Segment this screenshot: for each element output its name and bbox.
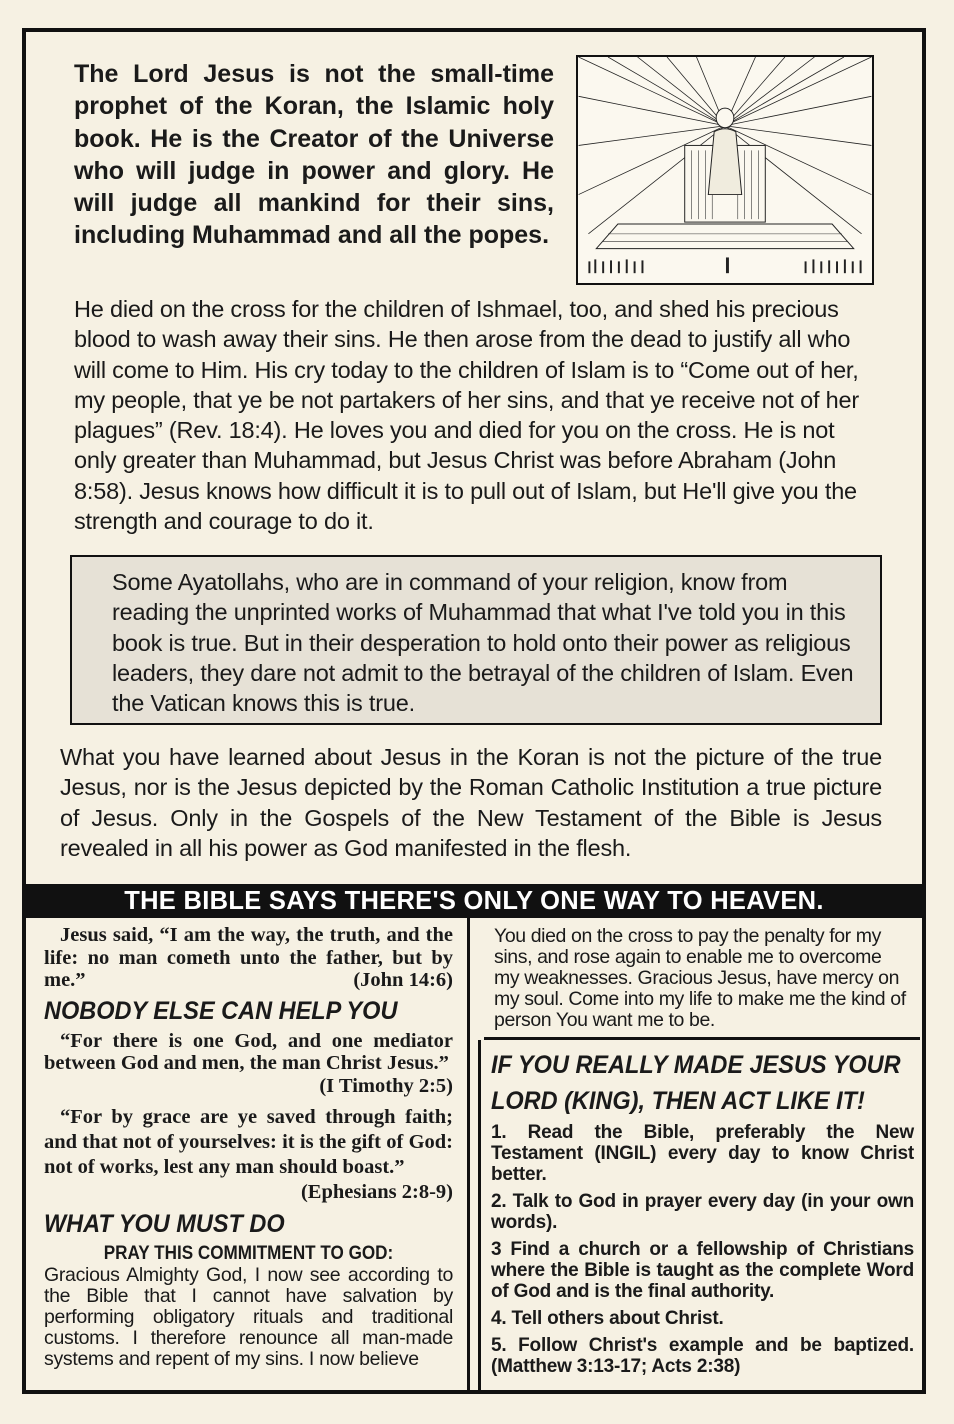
heading-what-you-must-do: WHAT YOU MUST DO — [44, 1210, 285, 1238]
verse2-text: “For there is one God, and one mediator between God and men, the man Christ Jesus.” — [44, 1029, 453, 1074]
step-item: 1. Read the Bible, preferably the New Testament (INGIL) every day to know Christ better. — [491, 1122, 914, 1185]
verse2-reference: (I Timothy 2:5) — [319, 1074, 453, 1097]
act-like-it-box — [478, 1040, 924, 1390]
act-heading-line1: IF YOU REALLY MADE JESUS YOUR — [491, 1051, 901, 1079]
body-paragraph: He died on the cross for the children of Ishmael, too, and shed his precious blood to wash away their sins. He then arose from the dead to justify all who will come to Him. His cry today to the children of Islam is to “Come out of her, my people, that ye be not partakers of her sins, and that ye receive not of her plagues” (Rev. 18:4). He loves you and died for you on the cross. He is not only greater than Muhammad, but Jesus Christ was before Abraham (John 8:58). Jesus knows how difficult it is to pull out of Islam, but He'll give you the strength and courage to do it. — [74, 296, 859, 535]
throne-illustration — [576, 55, 874, 285]
prayer-text: Gracious Almighty God, I now see according to the Bible that I cannot have salvation by performing obligatory rituals and traditional customs. I therefore renounce all man-made systems and repent of my sins. I now believe — [44, 1264, 453, 1370]
verse-ephesians-2-8 — [44, 1105, 453, 1205]
banner-heading: THE BIBLE SAYS THERE'S ONLY ONE WAY TO HEAVEN. — [26, 884, 922, 918]
verse3-text: “For by grace are ye saved through faith; and that not of yourselves: it is the gift of God: not of works, lest any man should boast.” — [44, 1106, 453, 1178]
act-heading-line2: LORD (KING), THEN ACT LIKE IT! — [491, 1087, 865, 1115]
verse1-text: Jesus said, “I am the way, the truth, and the life: no man cometh unto the father, but by me.” — [44, 924, 453, 991]
intro-paragraph: The Lord Jesus is not the small-time prophet of the Koran, the Islamic holy book. He is the Creator of the Universe who will judge in power and glory. He will judge all mankind for their sins, including Muhammad and all the popes. — [74, 60, 554, 250]
verse1-reference: (John 14:6) — [353, 969, 453, 991]
callout-box — [70, 555, 882, 725]
heading-nobody-else: NOBODY ELSE CAN HELP YOU — [44, 996, 398, 1025]
verse-john-14-6 — [44, 924, 453, 992]
closing-paragraph: What you have learned about Jesus in the Koran is not the picture of the true Jesus, nor is the Jesus depicted by the Roman Catholic Institution a true picture of Jesus. Only in the Gospels of the New Testament of the Bible is Jesus revealed in all his power as God manifested in the flesh. — [60, 744, 882, 861]
throne-illustration-drawing — [578, 57, 872, 283]
step-item: 3 Find a church or a fellowship of Christians where the Bible is taught as the complete Word of God and is the final authority. — [491, 1239, 914, 1302]
step-item: 4. Tell others about Christ. — [491, 1308, 724, 1329]
verse3-reference: (Ephesians 2:8-9) — [300, 1181, 453, 1203]
step-item: 5. Follow Christ's example and be baptized. (Matthew 3:13-17; Acts 2:38) — [491, 1335, 914, 1377]
step-item: 2. Talk to God in prayer every day (in your own words). — [491, 1191, 914, 1233]
steps-list — [491, 1122, 914, 1377]
prayer-heading: PRAY THIS COMMITMENT TO GOD: — [103, 1243, 394, 1264]
prayer-continued-text: You died on the cross to pay the penalty for my sins, and rose again to enable me to overcome my weaknesses. Gracious Jesus, have mercy on my soul. Come into my life to make me the kind of person You want me to be. — [494, 925, 906, 1031]
prayer-continued-box — [484, 918, 920, 1040]
callout-text: Some Ayatollahs, who are in command of your religion, know from reading the unprinted works of Muhammad that what I've told you in this book is true. But in their desperation to hold onto their power as religious leaders, they dare not admit to the betrayal of the children of Islam. Even the Vatican knows this is true. — [112, 569, 854, 717]
verse-timothy-2-5 — [44, 1030, 453, 1098]
left-column — [26, 918, 470, 1390]
